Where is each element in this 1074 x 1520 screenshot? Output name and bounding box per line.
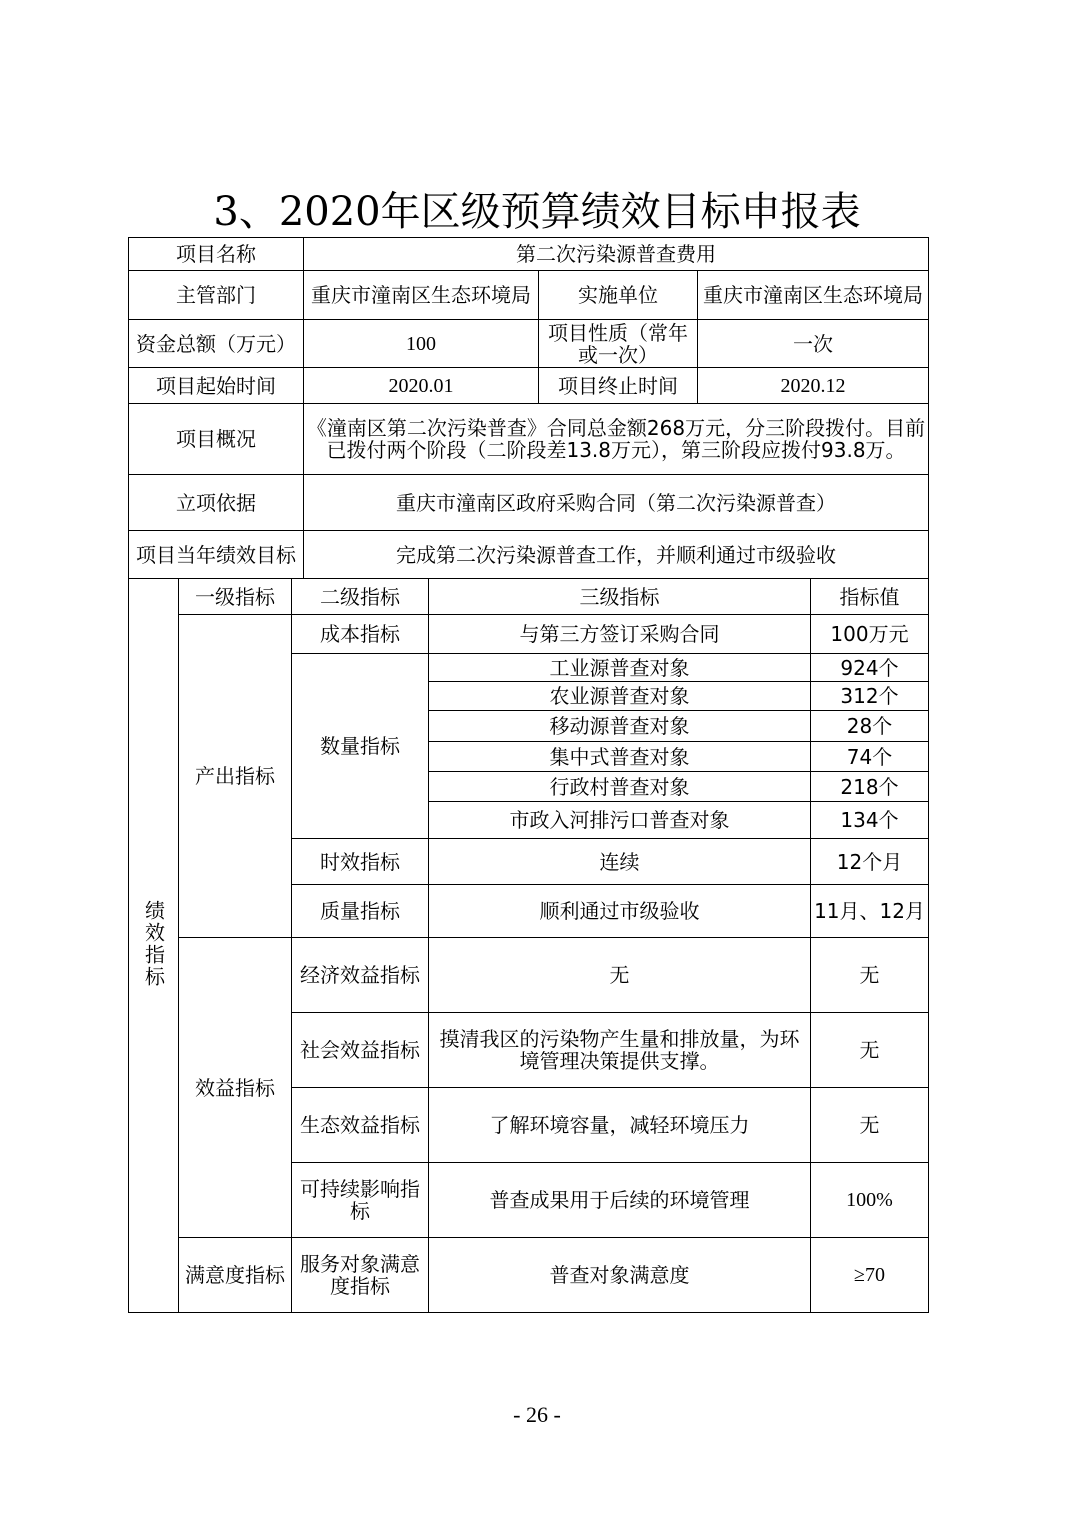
row-goal xyxy=(129,531,929,579)
label: 立项依据 xyxy=(129,475,304,531)
section-label xyxy=(129,579,179,1313)
value: 100万元 xyxy=(811,615,929,654)
header: 指标值 xyxy=(811,579,929,615)
label: 项目性质（常年或一次） xyxy=(539,320,698,368)
value: 134个 xyxy=(811,802,929,839)
row-overview xyxy=(129,404,929,475)
table-row xyxy=(129,938,929,1013)
level2: 生态效益指标 xyxy=(292,1088,429,1163)
row-fund xyxy=(129,320,929,368)
level2: 经济效益指标 xyxy=(292,938,429,1013)
value: 74个 xyxy=(811,742,929,772)
label: 实施单位 xyxy=(539,271,698,320)
goal: 完成第二次污染源普查工作，并顺利通过市级验收 xyxy=(304,531,929,579)
fund: 100 xyxy=(304,320,539,368)
value: 12个月 xyxy=(811,839,929,885)
start-time: 2020.01 xyxy=(304,368,539,404)
section-label-text: 绩效指标 xyxy=(141,899,166,988)
level3: 工业源普查对象 xyxy=(429,654,811,682)
nature: 一次 xyxy=(698,320,929,368)
level3: 市政入河排污口普查对象 xyxy=(429,802,811,839)
level3: 了解环境容量，减轻环境压力 xyxy=(429,1088,811,1163)
level3: 普查对象满意度 xyxy=(429,1238,811,1313)
value: 100% xyxy=(811,1163,929,1238)
level2: 服务对象满意度指标 xyxy=(292,1238,429,1313)
label: 项目终止时间 xyxy=(539,368,698,404)
level2: 数量指标 xyxy=(292,654,429,839)
project-name: 第二次污染源普查费用 xyxy=(304,238,929,271)
value: 218个 xyxy=(811,772,929,802)
value: 28个 xyxy=(811,711,929,742)
value: 无 xyxy=(811,1088,929,1163)
row-time xyxy=(129,368,929,404)
budget-performance-table xyxy=(128,237,929,1313)
page-title: 3、2020年区级预算绩效目标申报表 xyxy=(213,189,861,235)
level2: 可持续影响指标 xyxy=(292,1163,429,1238)
level3: 顺利通过市级验收 xyxy=(429,885,811,938)
label: 项目当年绩效目标 xyxy=(129,531,304,579)
row-dept xyxy=(129,271,929,320)
level3: 无 xyxy=(429,938,811,1013)
value: 312个 xyxy=(811,682,929,711)
table-row xyxy=(129,1238,929,1313)
level1: 满意度指标 xyxy=(179,1238,292,1313)
end-time: 2020.12 xyxy=(698,368,929,404)
level3: 摸清我区的污染物产生量和排放量，为环境管理决策提供支撑。 xyxy=(429,1013,811,1088)
level2: 时效指标 xyxy=(292,839,429,885)
dept: 重庆市潼南区生态环境局 xyxy=(304,271,539,320)
level2: 成本指标 xyxy=(292,615,429,654)
value: 924个 xyxy=(811,654,929,682)
level3: 行政村普查对象 xyxy=(429,772,811,802)
table-row xyxy=(129,615,929,654)
level3: 集中式普查对象 xyxy=(429,742,811,772)
level2: 社会效益指标 xyxy=(292,1013,429,1088)
value: 11月、12月 xyxy=(811,885,929,938)
row-project-name xyxy=(129,238,929,271)
header: 三级指标 xyxy=(429,579,811,615)
level3: 连续 xyxy=(429,839,811,885)
value: 无 xyxy=(811,938,929,1013)
value: ≥70 xyxy=(811,1238,929,1313)
row-basis xyxy=(129,475,929,531)
label: 资金总额（万元） xyxy=(129,320,304,368)
level3: 移动源普查对象 xyxy=(429,711,811,742)
level1: 产出指标 xyxy=(179,615,292,938)
level3: 普查成果用于后续的环境管理 xyxy=(429,1163,811,1238)
label: 主管部门 xyxy=(129,271,304,320)
level2: 质量指标 xyxy=(292,885,429,938)
label: 项目起始时间 xyxy=(129,368,304,404)
label: 项目名称 xyxy=(129,238,304,271)
level3: 与第三方签订采购合同 xyxy=(429,615,811,654)
label: 项目概况 xyxy=(129,404,304,475)
level3: 农业源普查对象 xyxy=(429,682,811,711)
level1: 效益指标 xyxy=(179,938,292,1238)
value: 无 xyxy=(811,1013,929,1088)
header: 二级指标 xyxy=(292,579,429,615)
indicator-header-row xyxy=(129,579,929,615)
impl-unit: 重庆市潼南区生态环境局 xyxy=(698,271,929,320)
overview: 《潼南区第二次污染普查》合同总金额268万元，分三阶段拨付。目前已拨付两个阶段（二阶段差13.8万元），第三阶段应拨付93.8万。 xyxy=(304,404,929,475)
header: 一级指标 xyxy=(179,579,292,615)
page-number: - 26 - xyxy=(513,1402,561,1427)
basis: 重庆市潼南区政府采购合同（第二次污染源普查） xyxy=(304,475,929,531)
